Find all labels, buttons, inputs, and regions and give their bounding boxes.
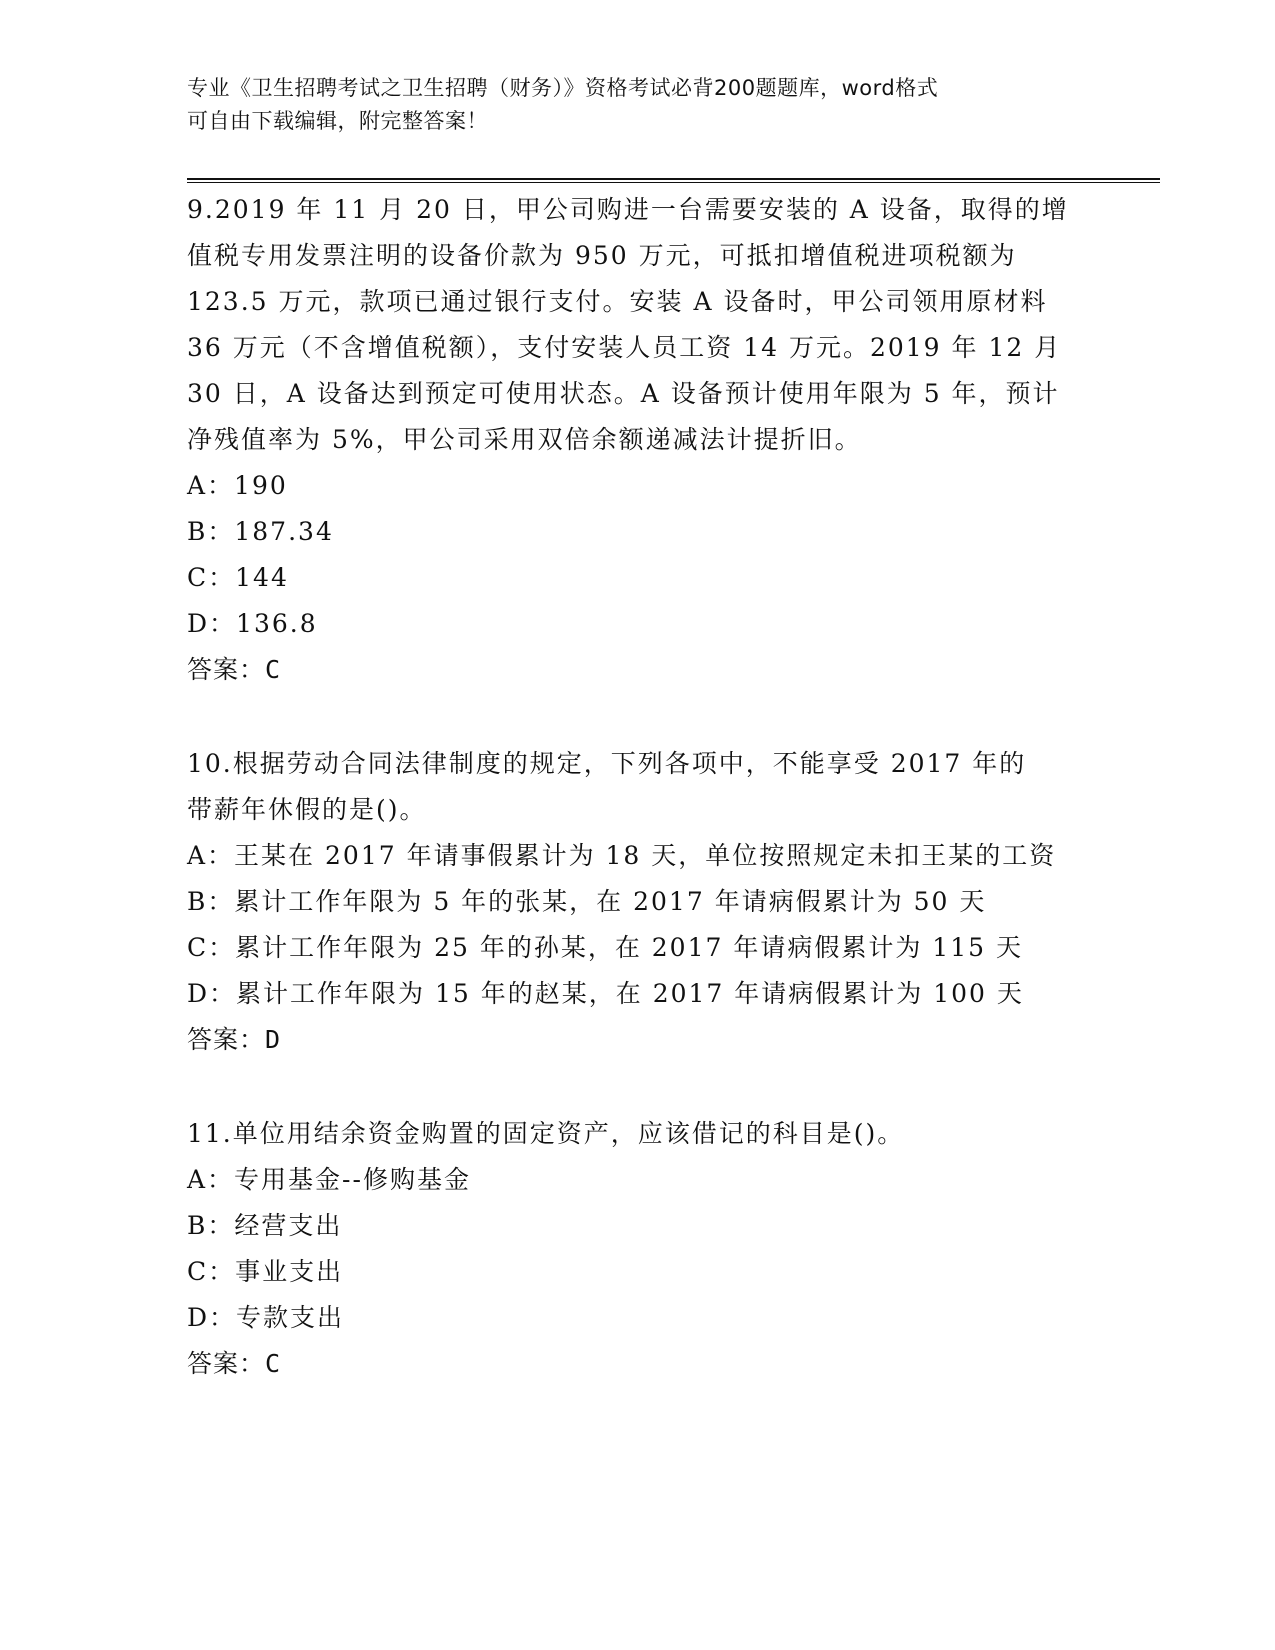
option-b: B：经营支出 (187, 1211, 343, 1240)
header-title-line-2: 可自由下载编辑，附完整答案！ (187, 109, 488, 133)
answer-label: 答案： (187, 1025, 266, 1054)
option-b: B：187.34 (187, 517, 334, 546)
answer-value: D (265, 1025, 282, 1054)
question-stem-line: 36 万元（不含增值税额），支付安装人员工资 14 万元。2019 年 12 月 (187, 333, 1062, 362)
question-10 (187, 741, 1107, 1063)
question-stem-line: 带薪年休假的是()。 (187, 795, 427, 824)
question-stem-line: 30 日，A 设备达到预定可使用状态。A 设备预计使用年限为 5 年，预计 (187, 379, 1060, 408)
question-stem (187, 187, 1107, 463)
option-d: D：136.8 (187, 609, 318, 638)
option-d: D：专款支出 (187, 1303, 345, 1332)
answer-value: C (265, 1349, 282, 1378)
option-c: C：事业支出 (187, 1257, 344, 1286)
answer-value: C (265, 655, 282, 684)
question-stem-line: 9.2019 年 11 月 20 日，甲公司购进一台需要安装的 A 设备，取得的增 (187, 195, 1069, 224)
option-a: A：王某在 2017 年请事假累计为 18 天，单位按照规定未扣王某的工资 (187, 841, 1057, 870)
question-stem-line: 10.根据劳动合同法律制度的规定，下列各项中，不能享受 2017 年的 (187, 749, 1027, 778)
question-stem (187, 741, 1107, 833)
option-c: C：144 (187, 563, 289, 592)
question-stem-line: 净残值率为 5%，甲公司采用双倍余额递减法计提折旧。 (187, 425, 862, 454)
option-a: A：专用基金--修购基金 (187, 1165, 471, 1194)
answer-line (187, 1341, 1107, 1387)
question-list (187, 187, 1107, 1387)
question-11 (187, 1111, 1107, 1387)
question-stem-line: 123.5 万元，款项已通过银行支付。安装 A 设备时，甲公司领用原材料 (187, 287, 1048, 316)
answer-line (187, 1017, 1107, 1063)
option-b: B：累计工作年限为 5 年的张某，在 2017 年请病假累计为 50 天 (187, 887, 987, 916)
header-divider (187, 178, 1160, 183)
question-stem-line: 11.单位用结余资金购置的固定资产，应该借记的科目是()。 (187, 1119, 905, 1148)
answer-line (187, 647, 1107, 693)
question-stem (187, 1111, 1107, 1157)
option-a: A：190 (187, 471, 288, 500)
answer-label: 答案： (187, 655, 266, 684)
document-header (187, 72, 1067, 138)
question-stem-line: 值税专用发票注明的设备价款为 950 万元，可抵扣增值税进项税额为 (187, 241, 1017, 270)
option-c: C：累计工作年限为 25 年的孙某，在 2017 年请病假累计为 115 天 (187, 933, 1023, 962)
header-title-line-1: 专业《卫生招聘考试之卫生招聘（财务）》资格考试必背200题题库，word格式 (187, 76, 939, 100)
answer-label: 答案： (187, 1349, 266, 1378)
option-d: D：累计工作年限为 15 年的赵某，在 2017 年请病假累计为 100 天 (187, 979, 1024, 1008)
question-9 (187, 187, 1107, 693)
